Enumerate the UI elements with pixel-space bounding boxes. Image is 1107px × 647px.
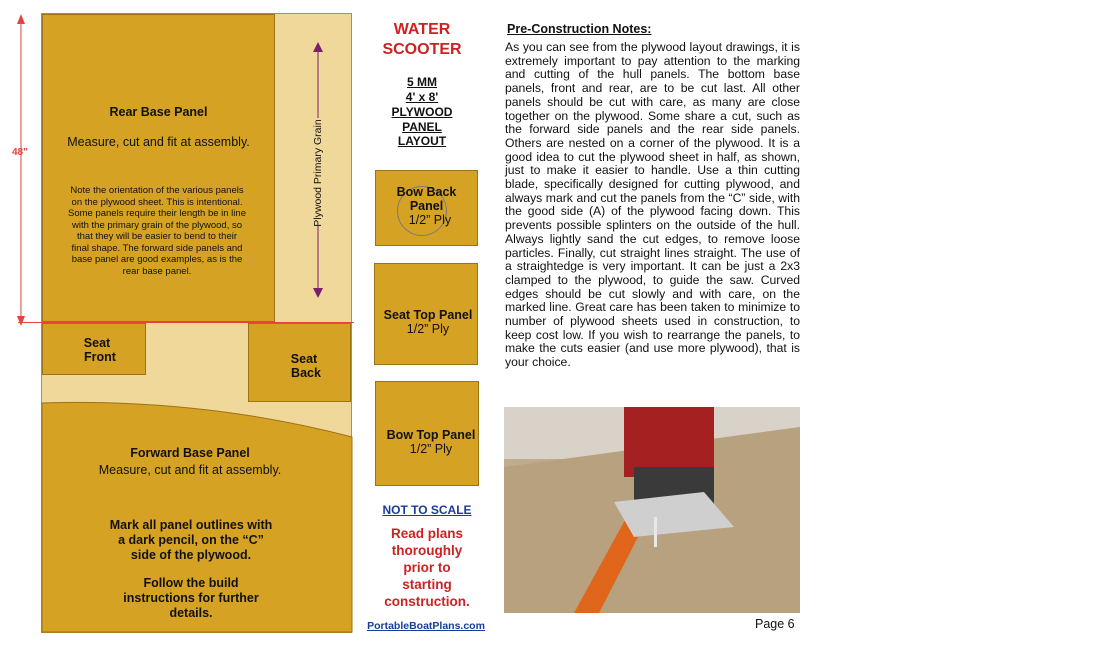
rear-base-panel-note: Note the orientation of the various panels on the plywood sheet. This is intentional. Some panels require their length be in line with the primary grain of the plywood, so that they will be easier to bend to their final shape. The forward side panels and base panel are good examples, as is the rear base panel. — [68, 185, 246, 277]
spec-line-4: PANEL — [402, 120, 442, 134]
forward-base-follow-note: Follow the build instructions for further details. — [123, 576, 259, 620]
bow-top-title: Bow Top Panel — [386, 428, 476, 442]
seat-top-ply: 1/2” Ply — [406, 322, 450, 336]
notes-body: As you can see from the plywood layout drawings, it is extremely important to pay attention to the marking and cutting of the hull panels. The bottom base panels, front and rear, are to be cut last. All other panels should be cut with care, as many are close together on the plywood. Some share a cut, such as the forward side panels and the rear side panels. Others are nested on a corner of the plywood. It is a good idea to cut the plywood sheet in half, as shown, just to make it easier to handle. Use a thin cutting blade, specifically designed for cutting plywood, and always mark and cut the panels from the “C” side, with the good side (A) of the plywood facing down. This prevents possible splinters on the outside of the hull. Always lightly sand the cut edges, to remove loose particles. Finally, cut straight lines straight. The use of a straightedge is very important. It can be just a 2x3 clamped to the plywood, to guide the saw. Curved edges should be cut slowly and with care, on the marked line. Great care has been taken to minimize to number of plywood sheets used in construction, to keep cost low. If you wish to rearrange the panels, to make the cuts easier (and use more plywood), that is your choice. — [505, 40, 800, 370]
seat-top-title: Seat Top Panel — [383, 308, 473, 322]
rear-base-panel-title: Rear Base Panel — [109, 105, 208, 119]
spec-line-1: 5 MM — [407, 75, 437, 89]
warning-line-2: thoroughly — [391, 543, 463, 558]
seat-front-label-1: Seat — [83, 336, 111, 350]
dimension-label: 48" — [12, 147, 28, 158]
seat-front-label-2: Front — [84, 350, 116, 364]
bow-back-label-2: Panel — [409, 199, 444, 213]
spec-line-2: 4' x 8' — [405, 90, 439, 104]
website-link[interactable]: PortableBoatPlans.com — [367, 620, 485, 632]
seat-back-label-2: Back — [291, 366, 321, 380]
warning-line-5: construction. — [384, 594, 470, 609]
forward-base-panel-instruction: Measure, cut and fit at assembly. — [98, 463, 282, 477]
bow-top-ply: 1/2” Ply — [409, 442, 453, 456]
grain-label: Plywood Primary Grain — [312, 119, 324, 227]
title-line-2: SCOOTER — [382, 41, 462, 58]
photo-caption: Cutting a straight line is essential — [1060, 537, 1107, 607]
notes-heading: Pre-Construction Notes: — [507, 22, 652, 36]
warning-line-4: starting — [402, 577, 452, 592]
warning-line-3: prior to — [403, 560, 451, 575]
bow-back-label-1: Bow Back — [396, 185, 457, 199]
rear-base-panel-instruction: Measure, cut and fit at assembly. — [67, 135, 250, 149]
page-number: Page 6 — [755, 617, 795, 631]
jigsaw-illustration — [504, 407, 800, 613]
spec-line-5: LAYOUT — [397, 134, 447, 148]
jigsaw-photo — [504, 407, 1107, 613]
seat-back-label-1: Seat — [290, 352, 318, 366]
bow-back-ply: 1/2” Ply — [408, 213, 452, 227]
forward-base-mark-note: Mark all panel outlines with a dark pencil, on the “C” side of the plywood. — [109, 518, 273, 562]
not-to-scale: NOT TO SCALE — [382, 503, 472, 517]
warning-line-1: Read plans — [390, 526, 464, 541]
spec-line-3: PLYWOOD — [391, 105, 453, 119]
forward-base-panel-title: Forward Base Panel — [130, 446, 250, 460]
title-line-1: WATER — [393, 21, 451, 38]
dimension-arrow — [10, 12, 40, 328]
